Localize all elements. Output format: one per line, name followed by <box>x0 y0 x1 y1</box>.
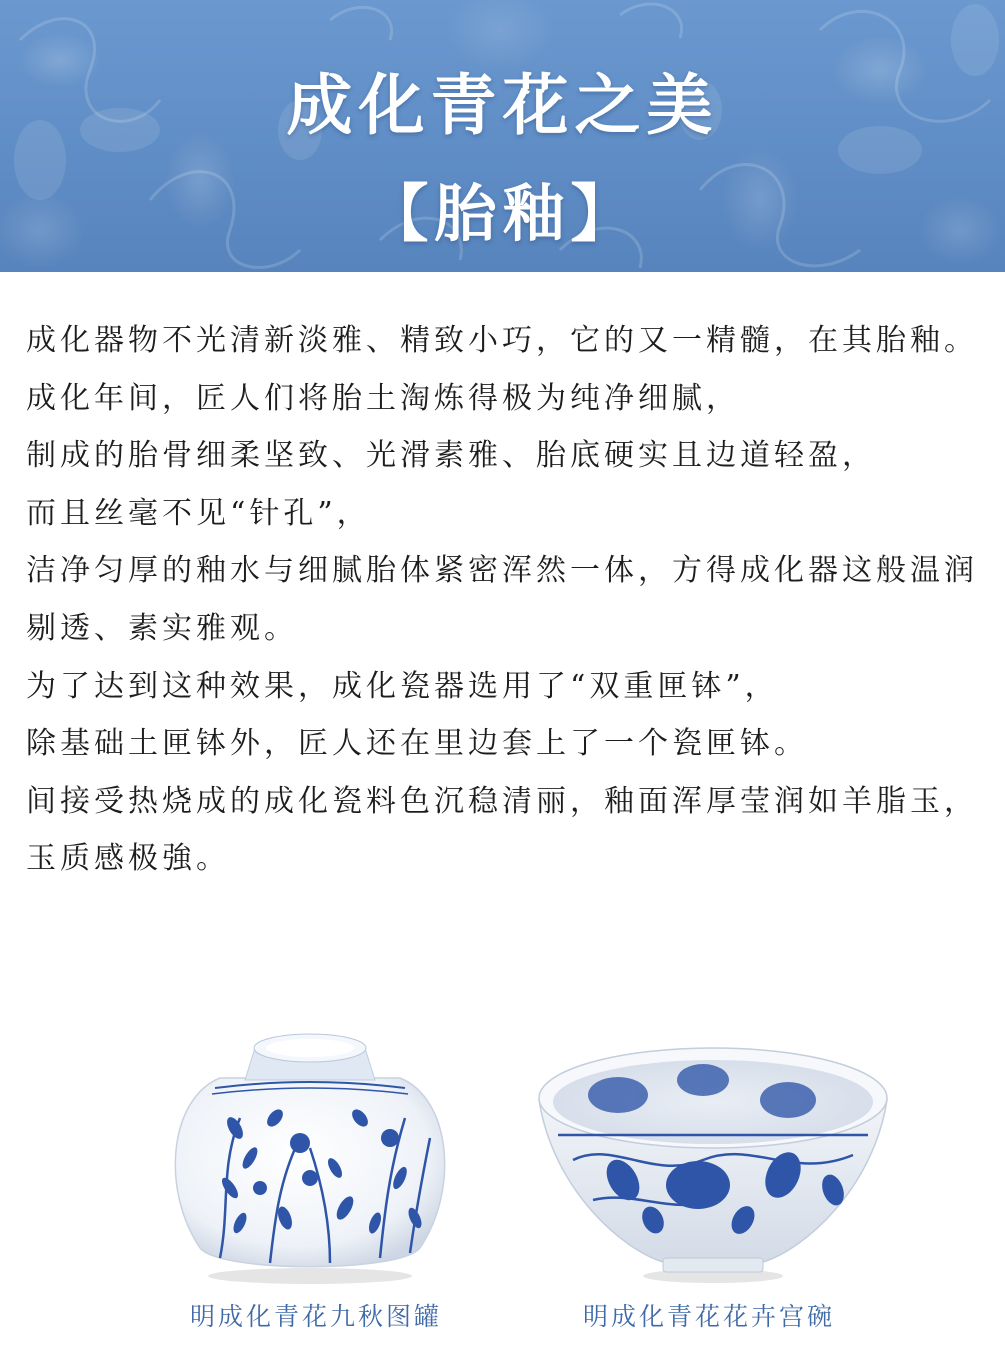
blue-white-jar-image <box>160 1018 460 1286</box>
paragraph: 而且丝毫不见“针孔”， <box>26 495 371 531</box>
bowl-caption: 明成化青花花卉宫碗 <box>583 1302 836 1331</box>
paragraph: 为了达到这种效果，成化瓷器选用了“双重匣钵”， <box>26 668 779 704</box>
paragraph: 间接受热烧成的成化瓷料色沉稳清丽，釉面浑厚莹润如羊脂玉，玉质感极強。 <box>26 783 978 877</box>
paragraph: 成化器物不光清新淡雅、精致小巧，它的又一精髓，在其胎釉。 <box>26 323 978 358</box>
title-banner <box>0 0 1005 272</box>
page-title: 成化青花之美 <box>286 67 719 144</box>
blue-white-bowl-image <box>533 1040 893 1286</box>
article-body <box>26 312 986 888</box>
page-subtitle: 【胎釉】 <box>366 177 639 250</box>
paragraph: 洁净匀厚的釉水与细腻胎体紧密浑然一体，方得成化器这般温润剔透、素实雅观。 <box>26 553 978 646</box>
paragraph: 制成的胎骨细柔坚致、光滑素雅、胎底硬实且边道轻盈， <box>26 438 876 474</box>
paragraph: 除基础土匣钵外，匠人还在里边套上了一个瓷匣钵。 <box>26 726 808 762</box>
paragraph: 成化年间，匠人们将胎土淘炼得极为纯净细腻， <box>26 380 740 416</box>
jar-caption: 明成化青花九秋图罐 <box>190 1302 443 1331</box>
